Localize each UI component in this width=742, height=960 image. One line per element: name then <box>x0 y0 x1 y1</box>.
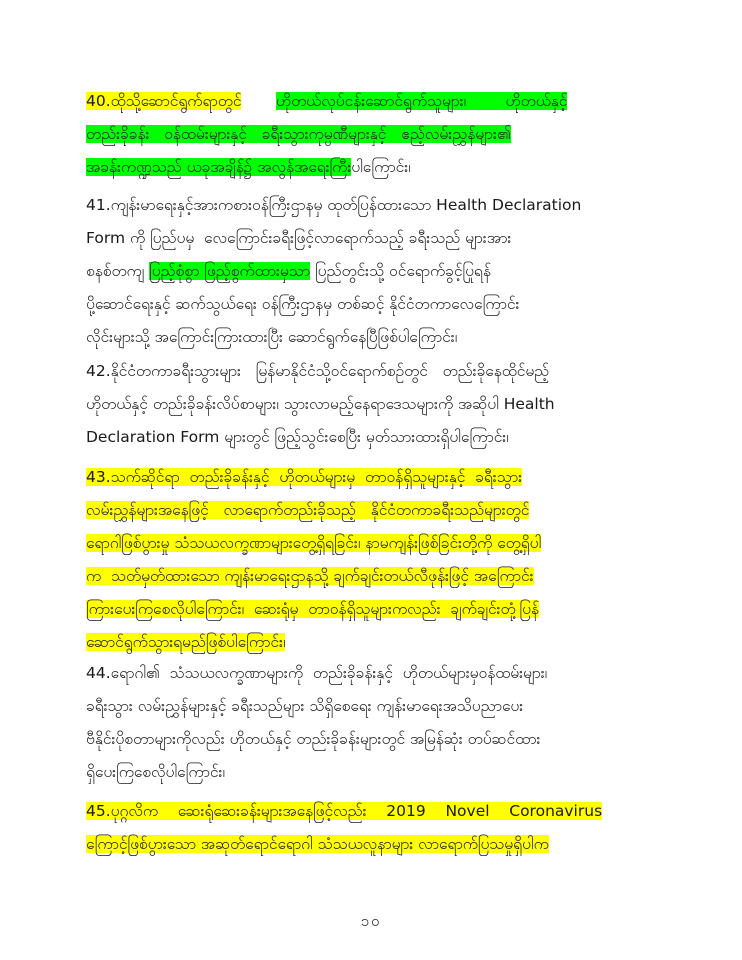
text-segment: လိုင်းများသို့ အကြောင်းကြားထားပြီး ဆောင်ရွက်နေပြီဖြစ်ပါကြောင်း၊ <box>86 328 458 346</box>
highlighted-text: ကြောင့်ဖြစ်ပွားသော အဆုတ်ရောင်ရောဂါ သံသယလူနာများ လာရောက်ပြသမှုရှိပါက <box>86 835 549 853</box>
text-line <box>86 192 581 219</box>
text-segment: Declaration Form များတွင် ဖြည့်သွင်းစေပြီး မှတ်သားထားရှိပါကြောင်း၊ <box>86 428 509 446</box>
text-line <box>86 258 491 285</box>
text-line <box>86 391 555 418</box>
text-segment: ပို့ဆောင်ရေးနှင့် ဆက်သွယ်ရေး ဝန်ကြီးဌာနမှ တစ်ဆင့် နိုင်ငံတကာလေကြောင်း <box>86 295 520 313</box>
text-line <box>86 693 523 720</box>
highlighted-text: ဆောင်ရွက်သွားရမည်ဖြစ်ပါကြောင်း၊ <box>86 633 286 651</box>
text-segment: 41.ကျန်းမာရေးနှင့်အားကစားဝန်ကြီးဌာနမှ ထုတ်ပြန်ထားသော Health Declaration <box>86 196 582 214</box>
highlighted-text: 45.ပုဂ္ဂလိက ဆေးရုံဆေးခန်းများအနေဖြင့်လည်း 2019 Novel Coronavirus <box>86 802 603 820</box>
page-number: ၁၀ <box>360 912 382 930</box>
text-line <box>86 629 285 656</box>
text-line <box>86 121 511 148</box>
text-line <box>86 726 540 753</box>
highlighted-text: ကြားပေးကြစေလိုပါကြောင်း၊ ဆေးရုံမှ တာဝန်ရှိသူများကလည်း ချက်ချင်းတုံ့ပြန် <box>86 600 539 618</box>
text-segment: 44.ရောဂါ၏ သံသယလက္ခဏာများကို တည်းခိုခန်းနှင့် ဟိုတယ်များမှဝန်ထမ်းများ၊ <box>86 664 548 682</box>
highlighted-text: တည်းခိုခန်း ဝန်ထမ်းများနှင့် ခရီးသွားကုမ္ပဏီများနှင့် ဧည့်လမ်းညွှန်များ၏ <box>86 125 511 143</box>
highlighted-text: ဟိုတယ်လုပ်ငန်းဆောင်ရွက်သူများ၊ ဟိုတယ်နှင့် <box>275 92 568 110</box>
highlighted-text: 40.ထိုသို့ဆောင်ရွက်ရာတွင် <box>86 92 242 110</box>
text-segment: Form ကို ပြည်ပမှ လေကြောင်းခရီးဖြင့်လာရောက်သည့် ခရီးသည် များအား <box>86 229 512 247</box>
text-line <box>86 798 602 825</box>
text-line <box>86 358 549 385</box>
text-segment <box>241 92 276 110</box>
text-line <box>86 324 457 351</box>
text-line <box>86 831 549 858</box>
text-segment: 42.နိုင်ငံတကာခရီးသွားများ မြန်မာနိုင်ငံသို့ဝင်ရောက်စဉ်တွင် တည်းခိုနေထိုင်မည့် <box>86 362 550 380</box>
text-segment: ပြည်တွင်းသို့ ဝင်ရောက်ခွင့်ပြုရန် <box>310 262 491 280</box>
highlighted-text: က သတ်မှတ်ထားသော ကျန်းမာရေးဌာနသို့ ချက်ချင်းတယ်လီဖုန်းဖြင့် အကြောင်း <box>86 567 534 585</box>
text-line <box>86 759 225 786</box>
text-line <box>86 464 522 491</box>
text-line <box>86 497 529 524</box>
highlighted-text: ရောဂါဖြစ်ပွားမှု သံသယလက္ခဏာများတွေ့ရှိရခြင်း၊ နာမကျန်းဖြစ်ခြင်းတို့ကို တွေ့ရှိပါ <box>86 534 542 552</box>
text-line <box>86 660 547 687</box>
text-line <box>86 424 509 451</box>
text-line <box>86 596 539 623</box>
highlighted-text: ပြည့်စုံစွာ ဖြည့်စွက်ထားမှသာ <box>149 262 311 280</box>
text-line <box>86 154 411 181</box>
highlighted-text: လမ်းညွှန်များအနေဖြင့် လာရောက်တည်းခိုသည့် နိုင်ငံတကာခရီးသည်များတွင် <box>86 501 530 519</box>
text-segment: ပါကြောင်း၊ <box>351 158 411 176</box>
text-segment: စနစ်တကျ <box>86 262 150 280</box>
text-line <box>86 88 567 115</box>
text-line <box>86 530 541 557</box>
text-segment: ဟိုတယ်နှင့် တည်းခိုခန်းလိပ်စာများ၊ သွားလာမည့်နေရာဒေသများကို အဆိုပါ Health <box>86 395 555 413</box>
text-line <box>86 291 519 318</box>
text-line <box>86 563 534 590</box>
highlighted-text: အခန်းကဏ္ဍသည် ယခုအချိန်၌ အလွန်အရေးကြီး <box>86 158 352 176</box>
text-segment: ဗီနိုင်းပိုစတာများကိုလည်း ဟိုတယ်နှင့် တည်းခိုခန်းများတွင် အမြန်ဆုံး တပ်ဆင်ထား <box>86 730 541 748</box>
text-segment: ရှိပေးကြစေလိုပါကြောင်း၊ <box>86 763 225 781</box>
text-segment: ခရီးသွား လမ်းညွှန်များနှင့် ခရီးသည်များ သိရှိစေရေး ကျန်းမာရေးအသိပညာပေး <box>86 697 524 715</box>
text-line <box>86 225 511 252</box>
highlighted-text: 43.သက်ဆိုင်ရာ တည်းခိုခန်းနှင့် ဟိုတယ်များမှ တာဝန်ရှိသူများနှင့် ခရီးသွား <box>86 468 523 486</box>
